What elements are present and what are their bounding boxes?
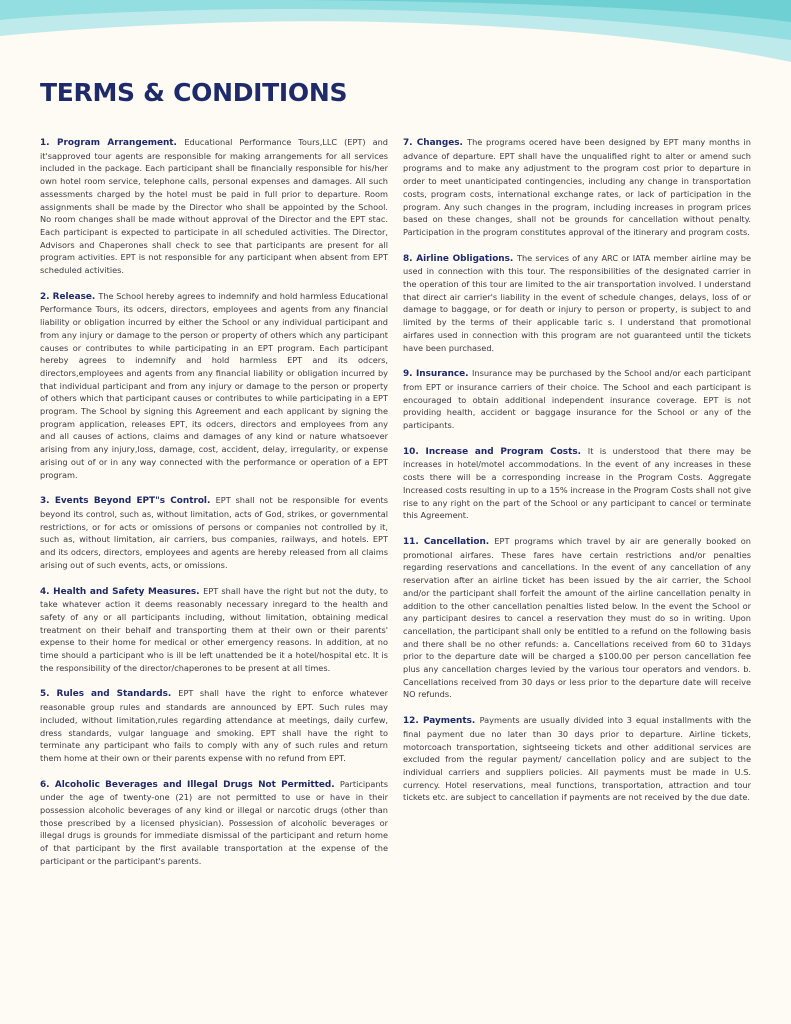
section-body: Payments are usually divided into 3 equal installments with the final payment due no later than 30 days prior to departure. Airline tickets, motorcoach transportation, sightseeing tickets and other additional services are excluded from the regular payment/ cancellation policy and are subject to the individual carriers and suppliers policies. All payments must be made in U.S. currency. Hotel reservations, meal functions, transportation, attraction and tour tickets etc. are subject to cancellation if payments are not received by the due date. [403,715,752,803]
section-payments [403,714,751,804]
left-column [40,136,388,881]
page-title: TERMS & CONDITIONS [40,78,348,107]
section-changes [403,136,751,239]
section-body: EPT shall not be responsible for events beyond its control, such as, without limitation, acts of God, strikes, or governmental restrictions, or for acts or omissions of persons or companies not controlled by it, such as, without limitation, air carriers, bus companies, railways, and hotels. EPT and its odcers, directors, employees and agents are hereby released from all claims arising out of such events, acts, or omissions. [40,495,388,570]
section-heading: 6. Alcoholic Beverages and Illegal Drugs Not Permitted. [40,779,340,790]
section-body: Educational Performance Tours,LLC (EPT) and it'sapproved tour agents are responsible for making arrangements for all services included in the package. Each participant shall be financially responsible for his/her own hotel room service, telephone calls, personal expenses and damages. All such assessments charged by the hotel must be paid in full prior to departure. Room assignments shall be made by the Director who shall be appointed by the School. No room changes shall be made without approval of the Director and the EPT stac. Each participant is expected to participate in all scheduled activities. The Director, Advisors and Chaperones shall check to see that participants are present for all program activities. EPT is not responsible for any participant when absent from EPT scheduled activities. [40,137,388,276]
section-body: The School hereby agrees to indemnify and hold harmless Educational Performance Tours, its odcers, directors, employees and agents from any financial liability or obligation incurred by either the School or any individual participant and from any injury or damage to the person or property of others which any participant causes or contributes to while participating in an EPT program. Each participant hereby agrees to indemnify and hold harmless EPT and its odcers, directors,employees and agents from any financial liability or obligation incurred by that individual participant and from any injury or damage to the person or property of others which that participant causes or contributes to while participating in a EPT program. The School by signing this Agreement and each applicant by signing the program application, releases EPT, its odcers, directors and employees from any and all causes of actions, claims and damages of any kind or nature whatsoever arising from any injury,loss, damage, cost, accident, delay, irregularity, or expense arising out of or in any way connected with the performance or operation of a EPT program. [40,290,388,480]
section-release [40,290,388,482]
section-body: EPT shall have the right but not the duty, to take whatever action it deems reasonably necessary inregard to the health and safety of any or all participants including, without limitation, obtaining medical treatment on their behalf and transporting them at their own or their parents' expense to their home for medical or other emergency reasons. In addition, at no time should a participant who is ill be left unattended be it a hotel/hospital etc. It is the responsibility of the director/chaperones to be present at all times. [40,585,388,673]
section-heading: 9. Insurance. [403,369,472,380]
section-increase-costs [403,445,751,522]
section-rules-standards [40,687,388,764]
section-body: Participants under the age of twenty-one (21) are not permitted to use or have in their possession alcoholic beverages of any kind or illegal or narcotic drugs (other than those prescribed by a licensed physician). Possession of alcoholic beverages or illegal drugs is grounds for immediate dismissal of the participant and return home of that participant by the first available transportation at the expense of the participant or the participant's parents. [40,778,388,866]
section-body: The services of any ARC or IATA member airline may be used in connection with this tour. The responsibilities of the designated carrier in the operation of this tour are limited to the air transportation involved. I understand that direct air carrier's liability in the event of schedule changes, delays, loss of or damage to baggage, or for death or injury to person or property, is subject to and limited by the terms of their applicable taric s. I understand that promotional airfares used in connection with this program are not guaranteed until the tickets have been purchased. [403,252,751,353]
right-column [403,136,751,817]
section-heading: 3. Events Beyond EPT"s Control. [40,496,216,507]
section-heading: 12. Payments. [403,716,480,727]
section-alcohol-drugs [40,778,388,868]
section-insurance [403,367,751,432]
section-heading: 2. Release. [40,291,99,302]
section-body: EPT shall have the right to enforce whatever reasonable group rules and standards are announced by EPT. Such rules may included, without limitation,rules regarding attendance at meetings, daily curfew, dress standards, vulgar language and smoking. EPT shall have the right to terminate any participant who fails to comply with any of such rules and return them home at their own or their parents expense with no refund from EPT. [40,688,389,763]
section-heading: 7. Changes. [403,138,468,148]
section-body: Insurance may be purchased by the School and/or each participant from EPT or insurance carriers of their choice. The School and each participant is encouraged to obtain additional independent insurance coverage. EPT is not providing health, accident or baggage insurance for the School or any of the participants. [403,368,751,431]
section-heading: 5. Rules and Standards. [40,689,179,700]
section-heading: 1. Program Arrangement. [40,138,185,148]
section-airline-obligations [403,252,751,355]
section-heading: 8. Airline Obligations. [403,253,517,264]
section-body: It is understood that there may be increases in hotel/motel accommodations. In the event of any increases in these costs there will be a corresponding increase in the Program Costs. Aggregate Increased costs resulting in up to a 15% increase in the Program Costs shall not give rise to any right on the part of the School or any participant to cancel or terminate this Agreement. [403,445,751,521]
section-heading: 4. Health and Safety Measures. [40,586,204,597]
section-events-beyond-control [40,494,388,571]
section-cancellation [403,535,751,701]
section-body: The programs ocered have been designed by EPT many months in advance of departure. EPT shall have the unqualified right to alter or amend such programs and to make any adjustment to the program cost prior to departure in order to meet unanticipated contingencies, including any change in transportation costs, program costs, international exchange rates, or lack of participation in the program. Any such changes in the program, including increases in program prices based on these changes, shall not be grounds for cancellation without penalty. Participation in the program constitutes approval of the itinerary and program costs. [403,137,751,237]
section-health-safety [40,585,388,675]
section-heading: 10. Increase and Program Costs. [403,446,588,457]
section-heading: 11. Cancellation. [403,536,495,547]
section-program-arrangement [40,136,388,277]
section-body: EPT programs which travel by air are generally booked on promotional airfares. These fares have certain restrictions and/or penalties regarding reservations and cancellations. In the event of any cancellation of any reservation after an airline ticket has been issued by the air carrier, the School and/or the participant shall forfeit the amount of the airline cancellation penalty in addition to the other cancellation penalties listed below. In the event the School or any participant desires to cancel a reservation they must do so in writing. Upon cancellation, the participant shall only be entitled to a refund on the following basis and there shall be no other refunds: a. Cancellations received from 60 to 31days prior to the departure date will be charged a $100.00 per person cancellation fee plus any cancellation charges levied by the various tour operators and vendors. b. Cancellations received from 30 days or less prior to the departure date will receive NO refunds. [403,535,751,700]
header-banner-wave [0,0,791,90]
